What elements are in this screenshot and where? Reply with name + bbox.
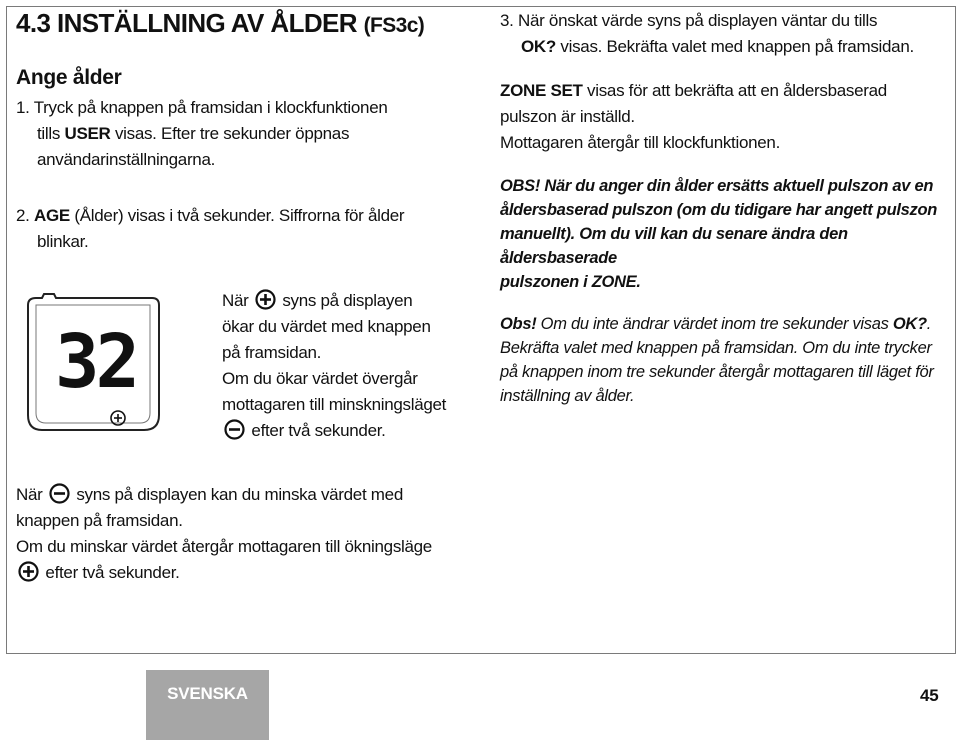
watch-display: [20, 293, 165, 436]
obs-note-2: [500, 312, 940, 408]
decrease-paragraph: [16, 482, 496, 586]
callout-text-1a: När: [222, 291, 253, 310]
callout-text-1b: syns på displayen: [277, 291, 413, 310]
callout-text-5: mottagaren till minskningsläget: [222, 395, 447, 414]
zone-text-3: Mottagaren återgår till klockfunktionen.: [500, 133, 780, 152]
obs2-text-1b: .: [926, 315, 932, 333]
step-number: 1.: [16, 98, 30, 117]
bottom-text-2: knappen på framsidan.: [16, 511, 183, 530]
section-title: INSTÄLLNING AV ÅLDER: [56, 8, 357, 38]
section-code: (FS3c): [363, 14, 425, 37]
keyword-ok: OK?: [521, 37, 556, 56]
callout-text-6: efter två sekunder.: [247, 421, 386, 440]
obs2-text-2: Bekräfta valet med knappen på framsidan. Om du inte trycker: [500, 339, 932, 357]
step-2: [16, 203, 456, 255]
callout-text-4: Om du ökar värdet övergår: [222, 369, 418, 388]
bottom-text-1b: syns på displayen kan du minska värdet med: [71, 485, 403, 504]
display-digits: 32: [55, 319, 137, 405]
plus-circle-icon: [18, 561, 39, 582]
watch-display-illustration: [20, 293, 165, 436]
step-1: [16, 95, 456, 173]
callout-text-3: på framsidan.: [222, 343, 322, 362]
obs2-text-4: inställning av ålder.: [500, 387, 635, 405]
step-3: [500, 8, 940, 60]
right-column: [500, 8, 940, 426]
section-number: 4.3: [16, 8, 51, 38]
obs1-text-4: pulszonen i ZONE.: [500, 273, 641, 291]
bottom-text-4: efter två sekunder.: [41, 563, 180, 582]
obs1-text-2: åldersbaserad pulszon (om du tidigare har angett pulszon: [500, 201, 938, 219]
step-2-text: (Ålder) visas i två sekunder. Siffrorna för ålder: [69, 206, 405, 225]
zone-text-1: visas för att bekräfta att en åldersbaserad: [582, 81, 887, 100]
obs-note-1: [500, 174, 940, 294]
obs1-text-3: manuellt). Om du vill kan du senare ändra den åldersbaserade: [500, 225, 848, 267]
step-1-text-2a: tills: [37, 124, 65, 143]
obs1-text-1: När du anger din ålder ersätts aktuell pulszon av en: [540, 177, 934, 195]
keyword-user: USER: [64, 124, 111, 143]
obs-label: OBS!: [500, 177, 541, 195]
zone-text-2: pulszon är inställd.: [500, 107, 635, 126]
increase-callout: [222, 288, 487, 444]
step-1-text-2b: visas. Efter tre sekunder öppnas: [110, 124, 350, 143]
bottom-text-3: Om du minskar värdet återgår mottagaren till ökningsläge: [16, 537, 432, 556]
keyword-age: AGE: [34, 206, 70, 225]
keyword-ok: OK?: [892, 315, 927, 333]
step-number: 3.: [500, 11, 514, 30]
minus-circle-icon: [224, 419, 245, 440]
zone-set-paragraph: [500, 78, 940, 156]
step-2-text-2: blinkar.: [37, 232, 89, 251]
step-number: 2.: [16, 206, 30, 225]
page-number: 45: [920, 686, 939, 705]
step-3-text-2: visas. Bekräfta valet med knappen på framsidan.: [555, 37, 914, 56]
minus-circle-icon: [49, 483, 70, 504]
page-title: [16, 8, 424, 39]
subheading: Ange ålder: [16, 66, 122, 89]
bottom-text-1a: När: [16, 485, 47, 504]
step-3-text: När önskat värde syns på displayen väntar du tills: [518, 11, 878, 30]
callout-text-2: ökar du värdet med knappen: [222, 317, 431, 336]
plus-circle-icon: [255, 289, 276, 310]
step-1-text: Tryck på knappen på framsidan i klockfunktionen: [33, 98, 388, 117]
language-tab: SVENSKA: [146, 670, 269, 740]
obs2-text-1a: Om du inte ändrar värdet inom tre sekunder visas: [536, 315, 893, 333]
step-1-text-3: användarinställningarna.: [37, 150, 216, 169]
obs2-text-3: på knappen inom tre sekunder återgår mottagaren till läget för: [500, 363, 934, 381]
obs-label: Obs!: [500, 315, 537, 333]
keyword-zone-set: ZONE SET: [500, 81, 583, 100]
